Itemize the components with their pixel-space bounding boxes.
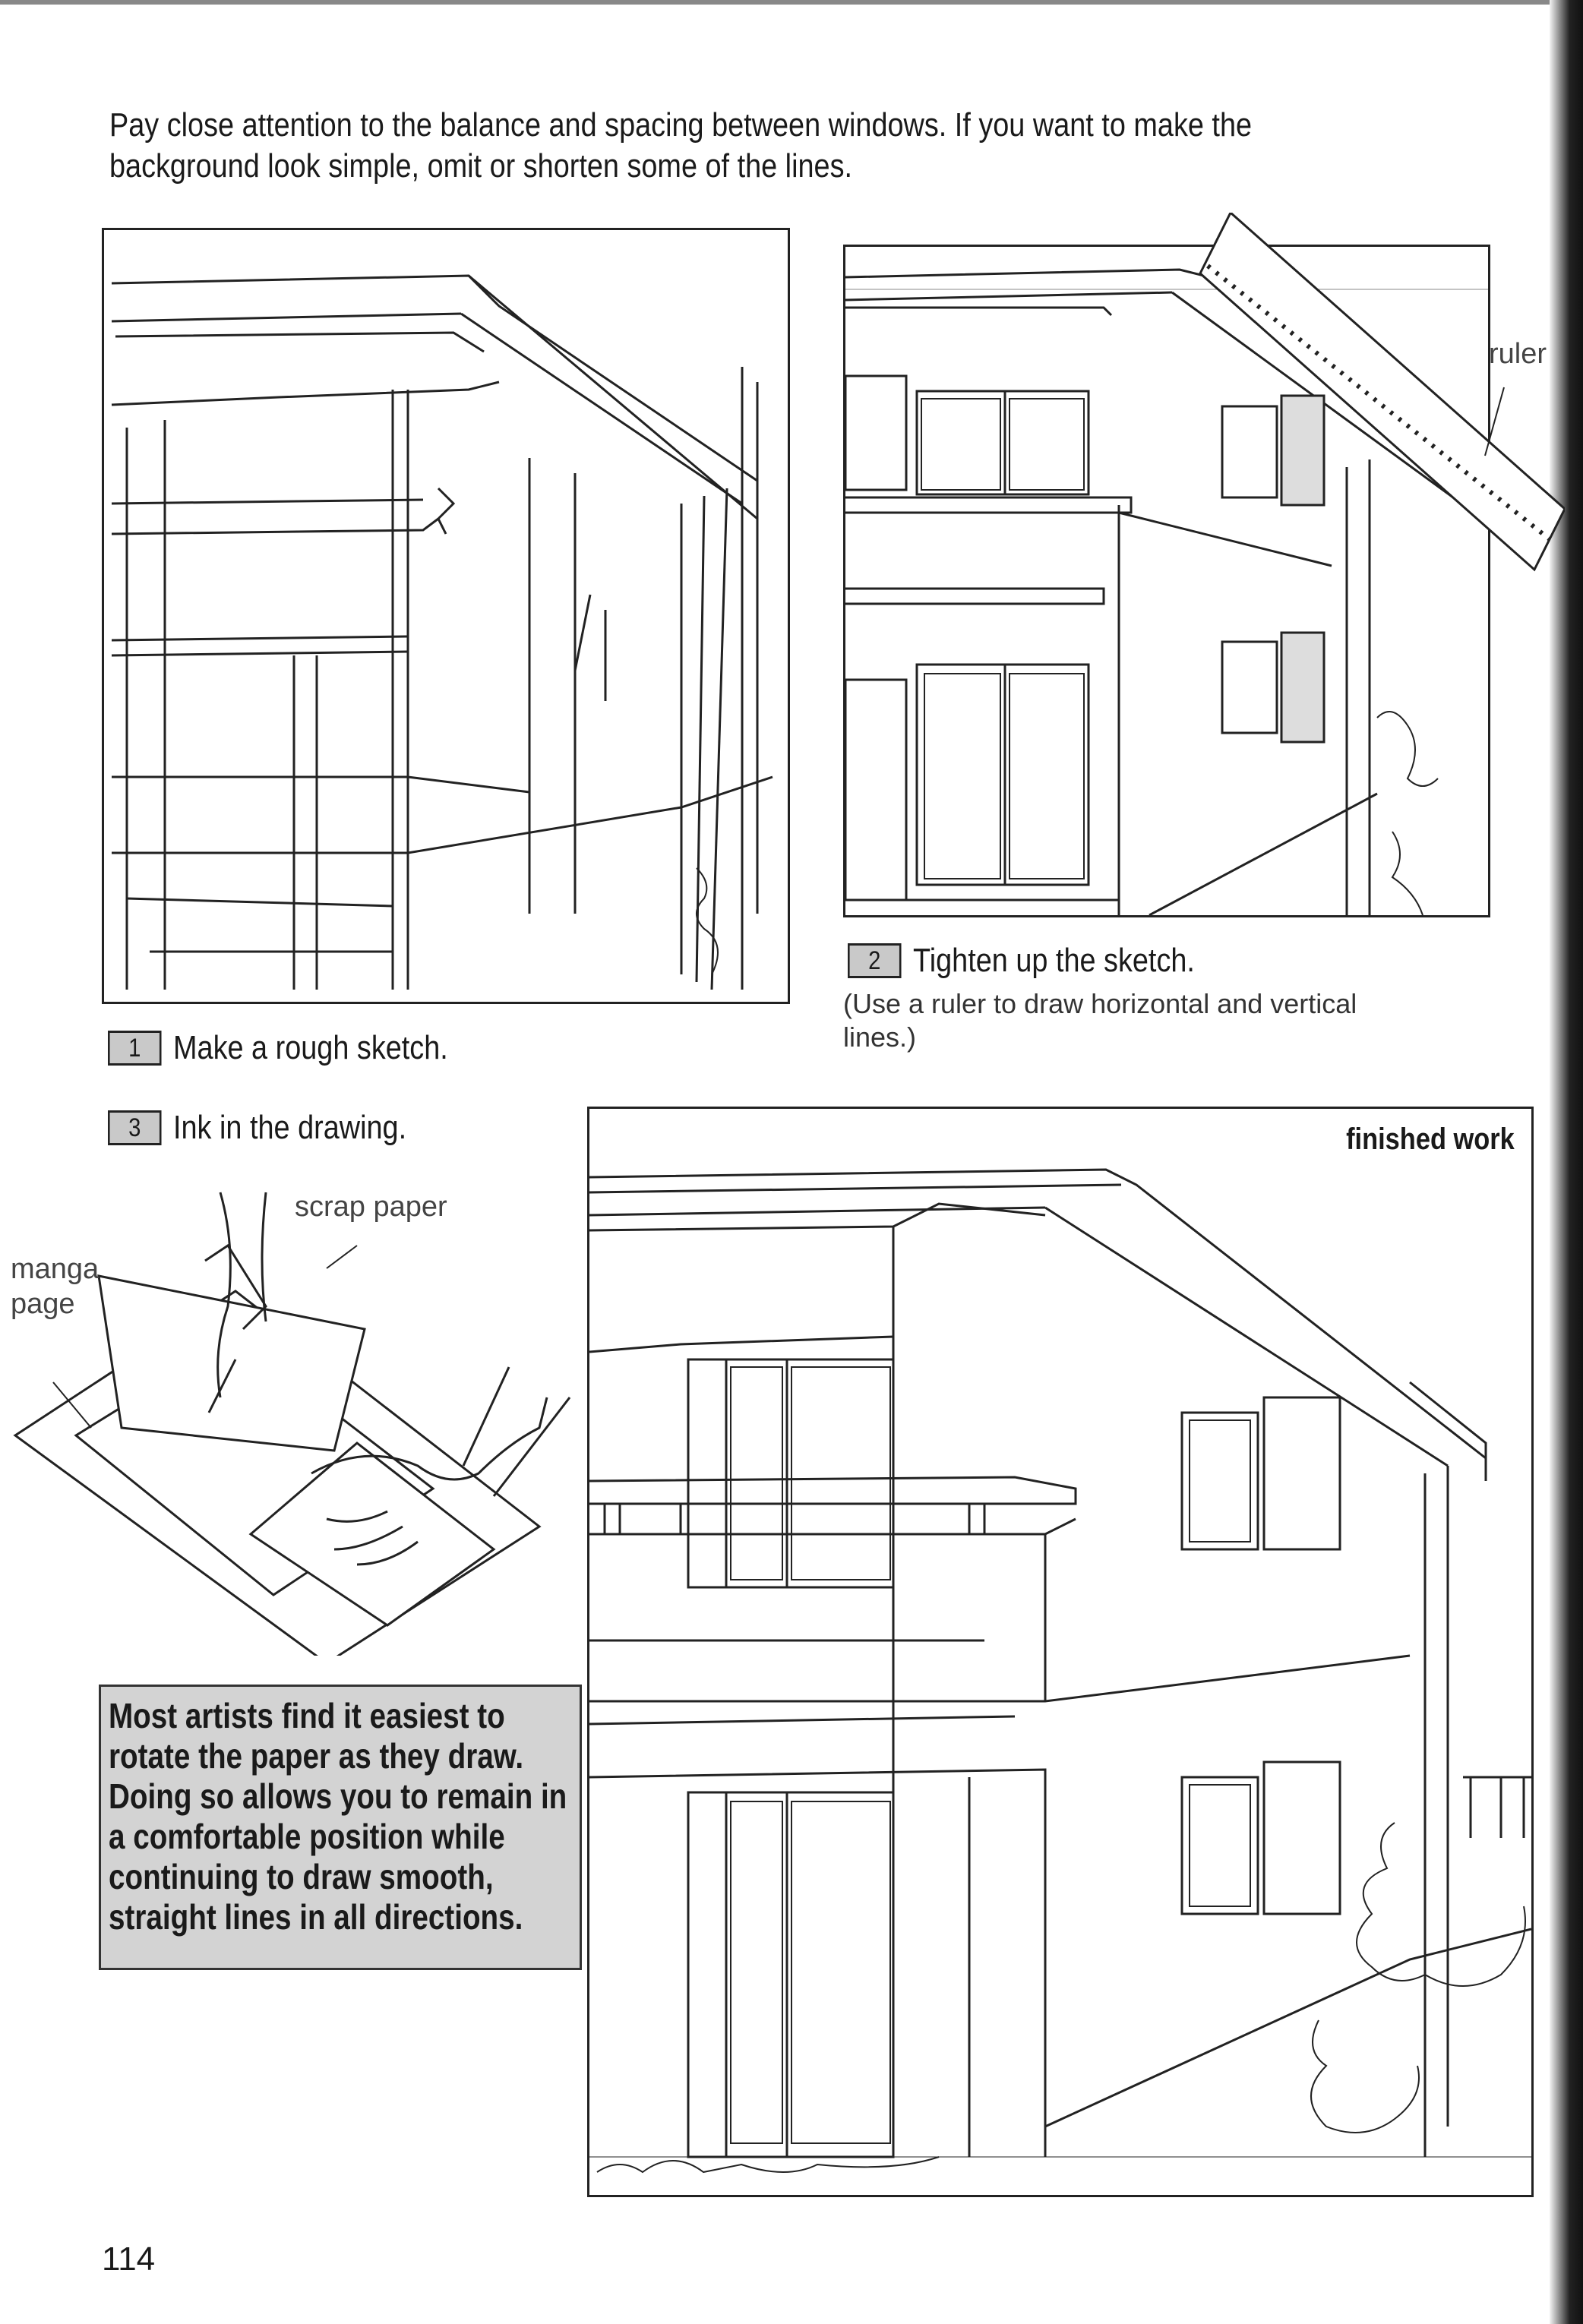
page-top-edge (0, 0, 1550, 5)
step-1-label: Make a rough sketch. (173, 1029, 448, 1066)
step-2-note: (Use a ruler to draw horizontal and vertical lines.) (843, 988, 1357, 1053)
step-1-badge: 1 (108, 1031, 162, 1066)
scrap-paper-label: scrap paper (295, 1191, 447, 1223)
rough-sketch-panel (102, 228, 790, 1004)
step-1-caption (108, 1029, 448, 1067)
ruler-label: ruler (1489, 338, 1547, 370)
step-2-caption (848, 942, 1195, 980)
finished-work-panel (587, 1107, 1534, 2197)
hands-drawing (8, 1170, 585, 1656)
page-number: 114 (102, 2240, 156, 2278)
manga-page-label: manga page (11, 1253, 100, 1320)
finished-work-label: finished work (1346, 1123, 1515, 1156)
step-2-badge: 2 (848, 943, 902, 978)
finished-building-drawing (589, 1109, 1531, 2195)
step-2-label: Tighten up the sketch. (913, 942, 1195, 979)
rough-sketch-drawing (104, 230, 788, 1002)
tip-callout-text: Most artists find it easiest to rotate the paper as they draw. Doing so allows you to remain in a comfortable position while continuing to draw smooth, straight lines in all directions. (109, 1696, 567, 1937)
ruler-drawing (1139, 213, 1565, 592)
step-3-label: Ink in the drawing. (173, 1109, 407, 1146)
step-3-badge: 3 (108, 1110, 162, 1145)
tip-callout (99, 1685, 582, 1970)
step-3-caption (108, 1109, 406, 1147)
intro-text: Pay close attention to the balance and spacing between windows. If you want to make the background look simple, omit or shorten some of the lines. (109, 106, 1253, 185)
